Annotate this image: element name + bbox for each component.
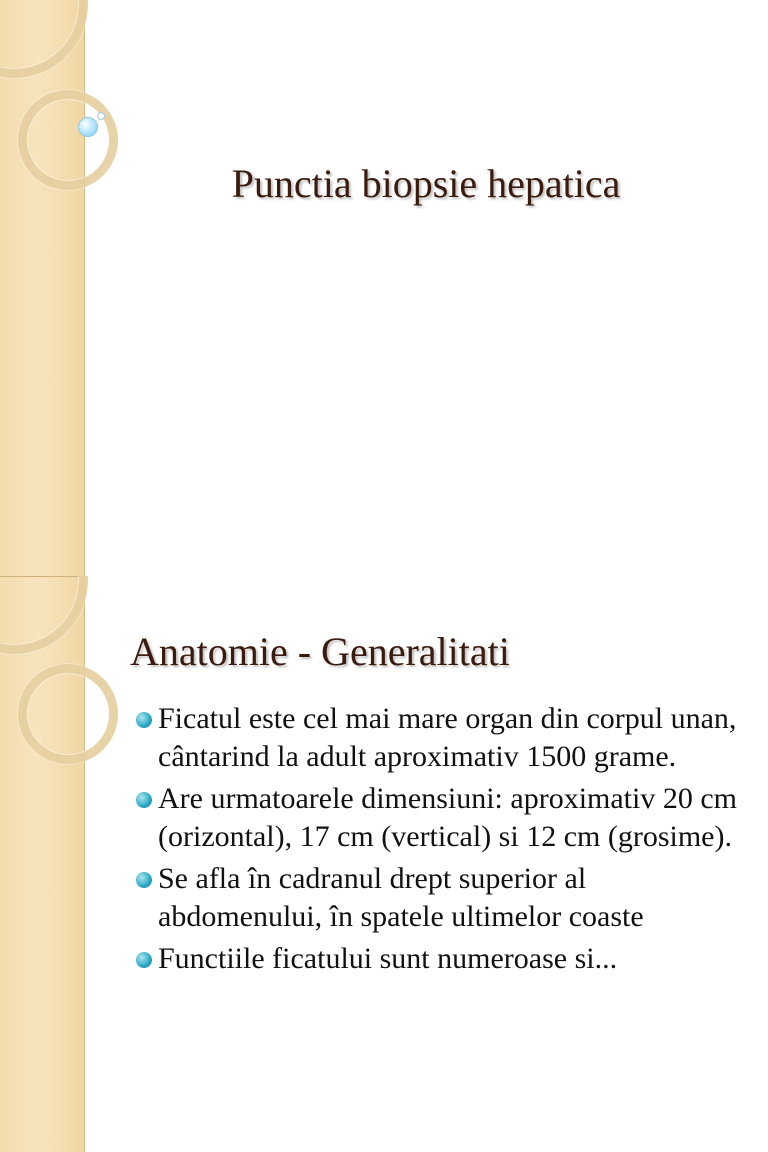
decorative-ring-icon [0, 576, 88, 654]
section-title: Anatomie - Generalitati [130, 629, 510, 674]
list-item: Are urmatoarele dimensiuni: aproximativ 20 cm (orizontal), 17 cm (vertical) si 12 cm (grosime). [134, 780, 746, 856]
list-item: Se afla în cadranul drept superior al abdomenului, în spatele ultimelor coaste [134, 860, 746, 936]
decorative-ring-icon [0, 0, 88, 78]
bubble-small-icon [97, 112, 105, 120]
decorative-side-band [0, 0, 85, 576]
list-item: Ficatul este cel mai mare organ din corpul unan, cântarind la adult aproximativ 1500 grame. [134, 700, 746, 776]
slide-title: Punctia biopsie hepatica [231, 161, 621, 206]
list-item: Functiile ficatului sunt numeroase si... [134, 940, 746, 978]
decorative-ring-icon [18, 664, 118, 764]
bullet-icon [136, 712, 152, 728]
decorative-side-band [0, 576, 85, 1152]
bullet-icon [136, 792, 152, 808]
bubble-icon [78, 117, 98, 137]
bullet-icon [136, 872, 152, 888]
bullet-list [134, 700, 746, 982]
bullet-icon [136, 952, 152, 968]
